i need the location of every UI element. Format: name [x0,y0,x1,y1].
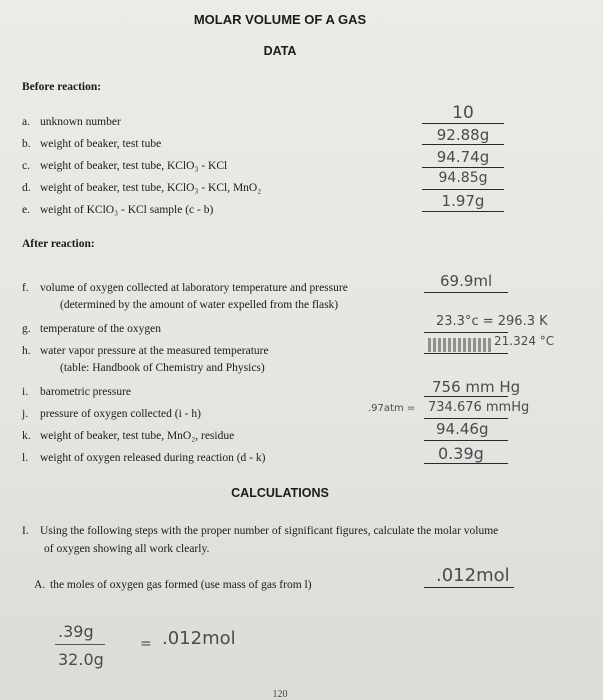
item-letter: j. [22,408,29,420]
item-label: weight of KClO₃ - KCl sample (c - b) [40,204,214,216]
work-fraction-bar [55,644,105,645]
calc-a-letter: A. [34,579,46,591]
item-h-sub: (table: Handbook of Chemistry and Physics) [60,362,265,374]
work-result: .012mol [162,628,236,649]
answer-line-e [422,211,504,212]
answer-g: 23.3°c = 296.3 K [436,314,548,329]
answer-line-h [424,353,508,354]
answer-b: 92.88g [436,126,490,144]
item-letter: k. [22,430,31,442]
item-a [22,116,121,128]
item-label: pressure of oxygen collected (i - h) [40,408,201,420]
after-reaction-heading: After reaction: [22,238,95,250]
calc-intro [22,525,498,537]
item-d [22,182,261,194]
item-label: unknown number [40,116,121,128]
item-b [22,138,161,150]
item-label: weight of oxygen released during reaction (d - k) [40,452,266,464]
item-letter: i. [22,386,29,398]
answer-a: 10 [452,103,474,123]
answer-line-j [424,418,508,419]
answer-f: 69.9ml [440,272,493,290]
answer-j-note: .97atm = [368,403,416,414]
item-letter: c. [22,160,30,172]
work-denominator: 32.0g [58,650,104,669]
item-label: temperature of the oxygen [40,323,162,335]
item-letter: f. [22,282,29,294]
answer-line-l [424,463,508,464]
item-label: weight of beaker, test tube, MnO₂, residue [40,430,235,442]
item-f [22,282,348,294]
work-numerator: .39g [58,622,94,641]
item-l [22,452,265,464]
item-g [22,323,161,335]
item-letter: a. [22,116,30,128]
answer-line-c [422,167,504,168]
calc-a-label: the moles of oxygen gas formed (use mass of gas from l) [50,579,312,591]
page-number: 120 [272,689,288,700]
answer-line-f [424,292,508,293]
calc-intro-line2: of oxygen showing all work clearly. [44,543,210,555]
answer-line-k [424,440,508,441]
item-e [22,204,213,216]
item-label: water vapor pressure at the measured temperature [40,345,269,357]
answer-e: 1.97g [441,192,485,210]
item-letter: h. [22,345,31,357]
item-letter: e. [22,204,30,216]
calc-a-answer: .012mol [436,565,510,586]
item-label: weight of beaker, test tube, KClO₃ - KCl [40,160,228,172]
calc-intro-number: I. [22,525,29,537]
data-heading: DATA [263,44,297,58]
item-letter: d. [22,182,31,194]
answer-l: 0.39g [438,444,484,463]
answer-line-d [422,189,504,190]
item-j [22,408,201,420]
item-label: barometric pressure [40,386,132,398]
item-f-sub: (determined by the amount of water expelled from the flask) [60,299,339,311]
answer-d: 94.85g [438,170,488,186]
calc-a [34,579,312,591]
answer-line-a [422,123,504,124]
item-label: volume of oxygen collected at laboratory temperature and pressure [40,282,348,294]
work-equals: = [140,636,152,652]
before-reaction-heading: Before reaction: [22,81,102,93]
answer-c: 94.74g [436,148,490,166]
item-k [22,430,234,442]
calc-intro-line1: Using the following steps with the proper number of significant figures, calculate the molar volume [40,525,499,537]
answer-line-b [422,144,504,145]
item-h [22,345,269,357]
item-letter: g. [22,323,31,335]
answer-k: 94.46g [436,420,489,438]
calc-a-answer-line [424,587,514,588]
answer-h: 21.324 °C [494,334,555,348]
item-label: weight of beaker, test tube, KClO₃ - KCl, MnO₂ [40,182,262,194]
item-letter: b. [22,138,31,150]
item-letter: l. [22,452,29,464]
calculations-heading: CALCULATIONS [231,486,329,500]
answer-i: 756 mm Hg [432,378,521,396]
answer-j: 734.676 mmHg [428,400,530,415]
answer-line-i [424,396,508,397]
scribble-mark [428,338,492,352]
item-i [22,386,131,398]
item-label: weight of beaker, test tube [40,138,162,150]
page-title: MOLAR VOLUME OF A GAS [193,12,367,27]
item-c [22,160,227,172]
answer-line-g [424,332,508,333]
